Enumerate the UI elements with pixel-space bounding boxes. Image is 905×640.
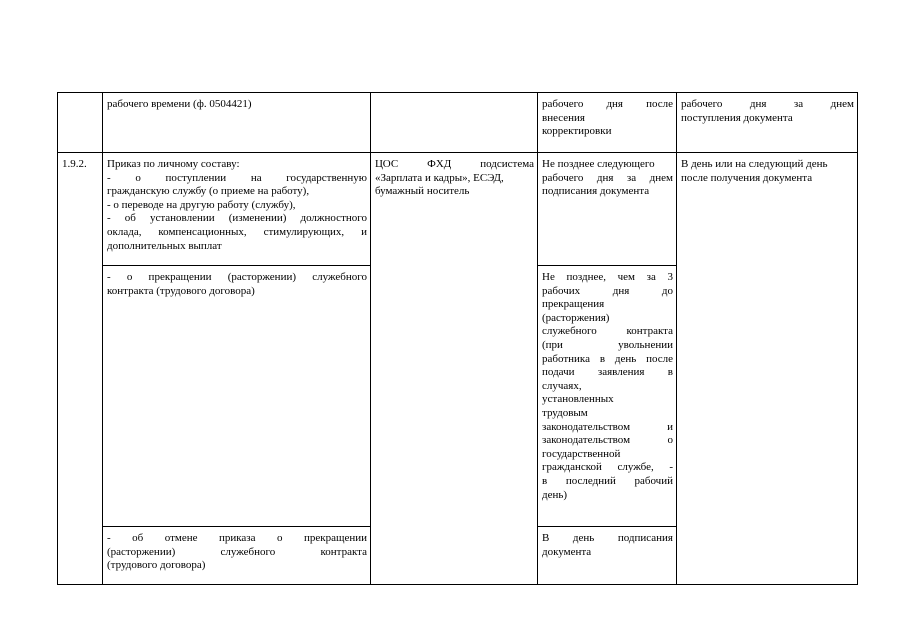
text-line: установленных xyxy=(542,393,614,406)
text-line: ЦОС ФХД подсистема xyxy=(375,158,534,170)
term-cell xyxy=(538,93,677,153)
text-line: (расторжения) xyxy=(542,311,610,324)
text-line: оклада, компенсационных, стимулирующих, и xyxy=(107,225,367,238)
text-line: законодательством о xyxy=(542,434,673,447)
text-line: государственной xyxy=(542,447,621,460)
text-line: законодательством и xyxy=(542,420,673,433)
text-line: - о переводе на другую работу (службу), xyxy=(107,198,296,211)
table-row xyxy=(58,93,858,153)
text-line: - об установлении (изменении) должностного xyxy=(107,212,367,225)
text-line: - о поступлении на государственную xyxy=(107,171,367,184)
text-line: рабочего дня за днем xyxy=(681,98,854,110)
text-line: бумажный носитель xyxy=(375,185,470,198)
term-cell xyxy=(538,266,677,527)
text-line: поступления документа xyxy=(681,111,793,124)
acceptance-cell xyxy=(677,93,858,153)
table-row xyxy=(58,153,858,266)
text-line: случаях, xyxy=(542,379,582,392)
text-line: документа xyxy=(542,545,592,558)
text-line: рабочего времени (ф. 0504421) xyxy=(107,98,252,110)
document-name-cell xyxy=(103,153,371,266)
text-line: корректировки xyxy=(542,125,612,138)
text-line: Не позднее следующего xyxy=(542,158,655,170)
text-line: гражданскую службу (о приеме на работу), xyxy=(107,185,310,198)
text-line: внесения xyxy=(542,111,585,124)
text-line: (трудового договора) xyxy=(107,559,206,572)
text-line: рабочего дня после xyxy=(542,98,673,110)
acceptance-cell xyxy=(677,153,858,585)
term-cell xyxy=(538,527,677,585)
text-line: дополнительных выплат xyxy=(107,239,222,252)
text-line: рабочего дня за днем xyxy=(542,171,673,184)
text-line: служебного контракта xyxy=(542,325,673,338)
text-line: В день или на следующий день xyxy=(681,158,828,170)
row-number-cell xyxy=(58,93,103,153)
text-line: после получения документа xyxy=(681,171,813,184)
row-number-cell: 1.9.2. xyxy=(58,153,103,585)
text-line: - о прекращении (расторжении) служебного xyxy=(107,271,367,283)
text-line: Приказ по личному составу: xyxy=(107,158,240,170)
text-line: подачи заявления в xyxy=(542,366,673,379)
text-line: - об отмене приказа о прекращении xyxy=(107,532,367,544)
text-line: В день подписания xyxy=(542,532,673,544)
text-line: (расторжении) служебного контракта xyxy=(107,545,367,558)
text-line: контракта (трудового договора) xyxy=(107,284,255,297)
text-line: гражданской службе, - xyxy=(542,461,673,474)
system-cell xyxy=(371,93,538,153)
text-line: рабочих дня до xyxy=(542,284,673,297)
system-cell xyxy=(371,153,538,585)
text-line: подписания документа xyxy=(542,185,650,198)
text-line: день) xyxy=(542,488,568,501)
text-line: Не позднее, чем за 3 xyxy=(542,271,673,283)
text-line: в последний рабочий xyxy=(542,474,673,487)
term-cell xyxy=(538,153,677,266)
text-line: (при увольнении xyxy=(542,338,673,351)
document-table xyxy=(57,92,858,585)
text-line: прекращения xyxy=(542,298,605,311)
document-name-cell xyxy=(103,527,371,585)
document-name-cell xyxy=(103,266,371,527)
document-name-cell xyxy=(103,93,371,153)
text-line: трудовым xyxy=(542,406,588,419)
text-line: «Зарплата и кадры», ЕСЭД, xyxy=(375,171,504,184)
text-line: работника в день после xyxy=(542,352,673,365)
